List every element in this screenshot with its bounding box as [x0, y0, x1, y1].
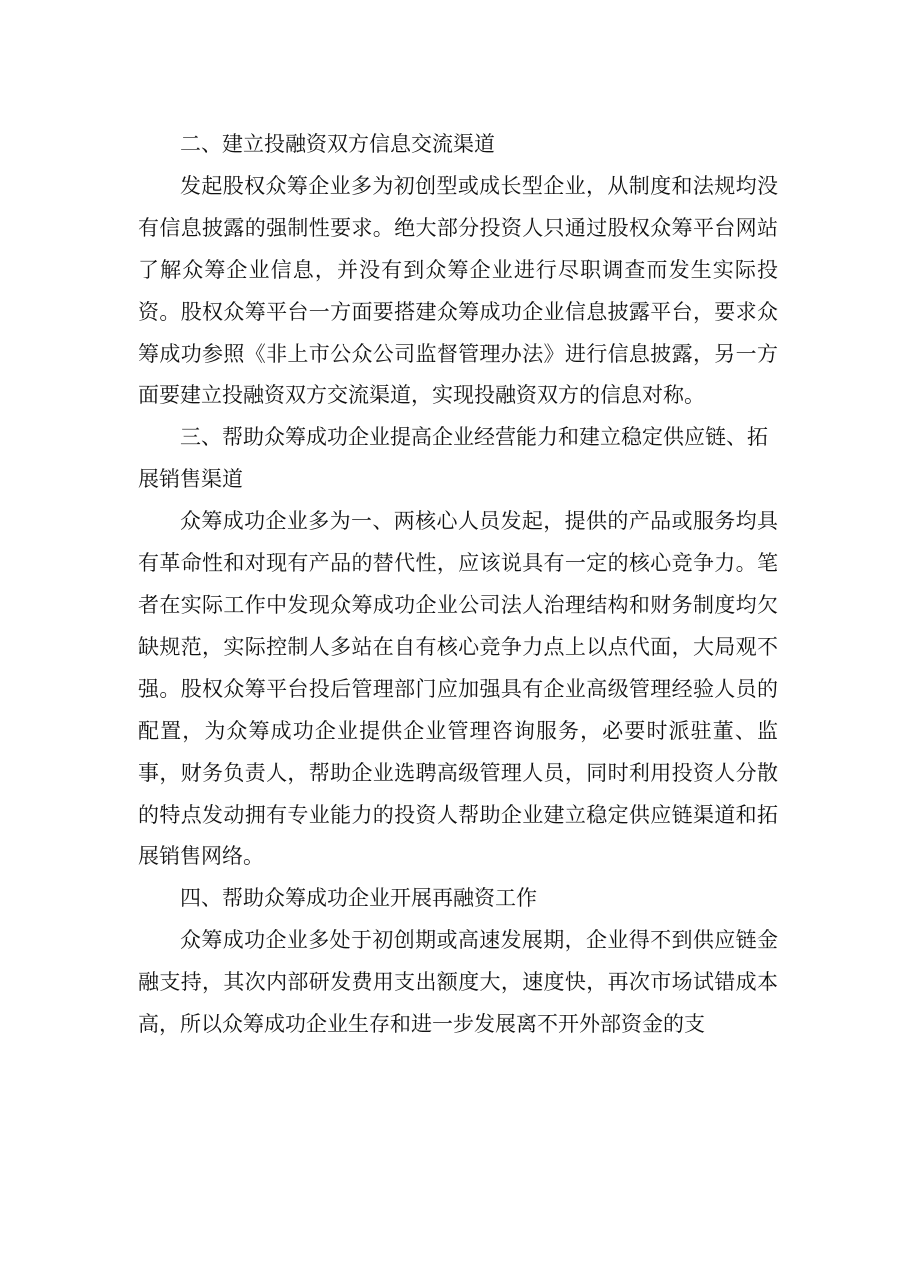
section-heading-4: 四、帮助众筹成功企业开展再融资工作 [180, 886, 537, 911]
document-body [138, 124, 778, 1046]
body-paragraph-refinancing: 众筹成功企业多处于初创期或高速发展期，企业得不到供应链金融支持，其次内部研发费用支出额度大，速度快，再次市场试错成本高，所以众筹成功企业生存和进一步发展离不开外部资金的支 [138, 928, 778, 1037]
body-paragraph-info-disclosure: 发起股权众筹企业多为初创型或成长型企业，从制度和法规均没有信息披露的强制性要求。绝大部分投资人只通过股权众筹平台网站了解众筹企业信息，并没有到众筹企业进行尽职调查而发生实际投资。股权众筹平台一方面要搭建众筹成功企业信息披露平台，要求众筹成功参照《非上市公众公司监督管理办法》进行信息披露，另一方面要建立投融资双方交流渠道，实现投融资双方的信息对称。 [138, 173, 778, 408]
section-heading-2: 二、建立投融资双方信息交流渠道 [180, 132, 495, 156]
body-paragraph-management: 众筹成功企业多为一、两核心人员发起，提供的产品或服务均具有革命性和对现有产品的替代性，应该说具有一定的核心竞争力。笔者在实际工作中发现众筹成功企业公司法人治理结构和财务制度均欠缺规范，实际控制人多站在自有核心竞争力点上以点代面，大局观不强。股权众筹平台投后管理部门应加强具有企业高级管理经验人员的配置，为众筹成功企业提供企业管理咨询服务，必要时派驻董、监事，财务负责人，帮助企业选聘高级管理人员，同时利用投资人分散的特点发动拥有专业能力的投资人帮助企业建立稳定供应链渠道和拓展销售网络。 [138, 509, 778, 869]
section-heading-3: 三、帮助众筹成功企业提高企业经营能力和建立稳定供应链、拓展销售渠道 [138, 425, 768, 492]
